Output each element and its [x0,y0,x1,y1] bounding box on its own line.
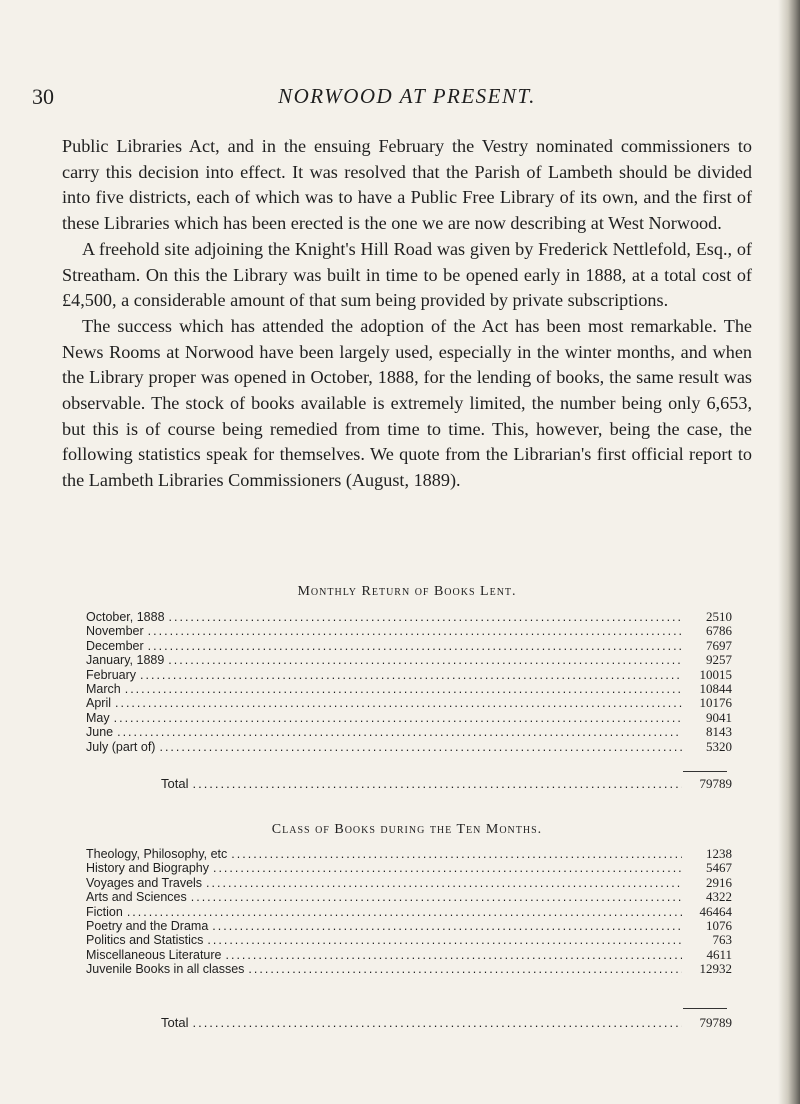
monthly-return-section-title [62,584,752,600]
dot-leader [117,725,682,739]
paragraph-3: The success which has attended the adoption of the Act has been most remarkable. The News Rooms at Norwood have been largely used, especially in the winter months, and when the Library proper was opened in October, 1888, for the lending of books, the same result was observable. The stock of books available is extremely limited, the number being only 6,653, but this is of course being remedied from time to time. This, however, being the case, the following statistics speak for themselves. We quote from the Librarian's first official report to the Lambeth Libraries Commissioners (August, 1889). [62,315,752,491]
row-value: 1238 [706,846,732,861]
dot-leader [169,610,682,624]
row-value: 2916 [706,874,732,890]
dot-leader [213,861,682,875]
row-value: 6786 [706,623,732,639]
table-row [86,711,732,725]
class-total-rule [683,1008,727,1009]
table-row [86,682,732,696]
row-label: April [86,696,112,711]
row-label: February [86,667,137,682]
row-label: October, 1888 [86,610,165,624]
row-value: 7697 [706,637,732,653]
dot-leader [191,890,682,904]
row-label: Arts and Sciences [86,890,187,905]
total-value: 79789 [699,776,732,791]
table-row [86,624,732,638]
dot-leader [212,919,682,933]
running-title: NORWOOD AT PRESENT. [278,84,536,108]
table-row [86,725,732,739]
row-label: Miscellaneous Literature [86,947,222,962]
dot-leader [207,933,682,947]
class-of-books-section-title [62,822,752,838]
row-value: 4611 [706,946,732,962]
table-row [86,948,732,962]
table-row [86,653,732,667]
dot-leader [127,905,682,919]
row-label: March [86,682,121,697]
table-row [86,919,732,933]
table-row [86,861,732,875]
table-row [86,740,732,754]
row-value: 5467 [706,860,732,876]
table-row [86,696,732,710]
dot-leader [226,948,683,962]
row-label: Fiction [86,904,123,919]
table-row [86,610,732,624]
table-row [86,905,732,919]
row-value: 1076 [706,918,732,934]
row-label: June [86,725,114,740]
row-label: May [86,710,110,725]
table-row [86,933,732,947]
table-row [86,962,732,976]
dot-leader [206,876,682,890]
dot-leader [248,962,682,976]
table-row [86,890,732,904]
total-label: Total [161,1015,189,1030]
paragraph-2: A freehold site adjoining the Knight's Hill Road was given by Frederick Nettlefold, Esq., of Streatham. On this the Library was built in time to be opened early in 1888, at a total cost of £4,500, a considerable amount of that sum being provided by private subscriptions. [62,238,752,311]
total-value: 79789 [699,1015,732,1030]
row-label: January, 1889 [86,653,165,668]
row-label: Voyages and Travels [86,875,203,890]
dot-leader [231,847,682,861]
row-label: Poetry and the Drama [86,919,209,934]
row-value: 46464 [699,903,732,919]
dot-leader [192,776,682,791]
row-value: 2510 [706,609,732,624]
row-value: 763 [712,932,732,948]
class-of-books-title: Class of Books during the Ten Months. [271,822,543,837]
table-row [86,668,732,682]
page-number: 30 [32,84,54,109]
table-row [86,639,732,653]
dot-leader [114,711,682,725]
row-label: Juvenile Books in all classes [86,962,245,977]
row-value: 10015 [699,666,732,682]
table-row [86,876,732,890]
row-value: 9257 [706,652,732,668]
row-label: History and Biography [86,861,209,876]
table-row [86,847,732,861]
dot-leader [159,740,682,754]
row-label: July (part of) [86,739,156,754]
dot-leader [192,1015,682,1030]
row-value: 10844 [699,681,732,697]
dot-leader [148,624,682,638]
row-value: 5320 [706,738,732,754]
paragraph-1: Public Libraries Act, and in the ensuing February the Vestry nominated commissioners to carry this decision into effect. It was resolved that the Parish of Lambeth should be divided into five districts, each of which was to have a Public Free Library of its own, and the first of these Libraries which has been erected is the one we are now describing at West Norwood. [62,136,752,234]
row-value: 4322 [706,889,732,905]
row-value: 8143 [706,724,732,740]
row-label: November [86,624,144,639]
class-of-books-table [86,847,732,977]
monthly-total-row [86,776,732,792]
monthly-return-table [86,610,732,754]
total-label: Total [161,776,189,791]
page-edge-shadow [778,0,800,1104]
monthly-return-title: Monthly Return of Books Lent. [297,584,517,599]
row-label: Theology, Philosophy, etc [86,847,228,861]
class-total-row [86,1015,732,1031]
row-value: 10176 [699,695,732,711]
dot-leader [148,639,682,653]
monthly-total-rule [683,771,727,772]
dot-leader [115,696,682,710]
body-text [62,134,752,494]
dot-leader [168,653,682,667]
dot-leader [125,682,682,696]
row-label: December [86,638,144,653]
row-value: 9041 [706,709,732,725]
row-label: Politics and Statistics [86,933,204,948]
dot-leader [140,668,682,682]
row-value: 12932 [699,961,732,977]
